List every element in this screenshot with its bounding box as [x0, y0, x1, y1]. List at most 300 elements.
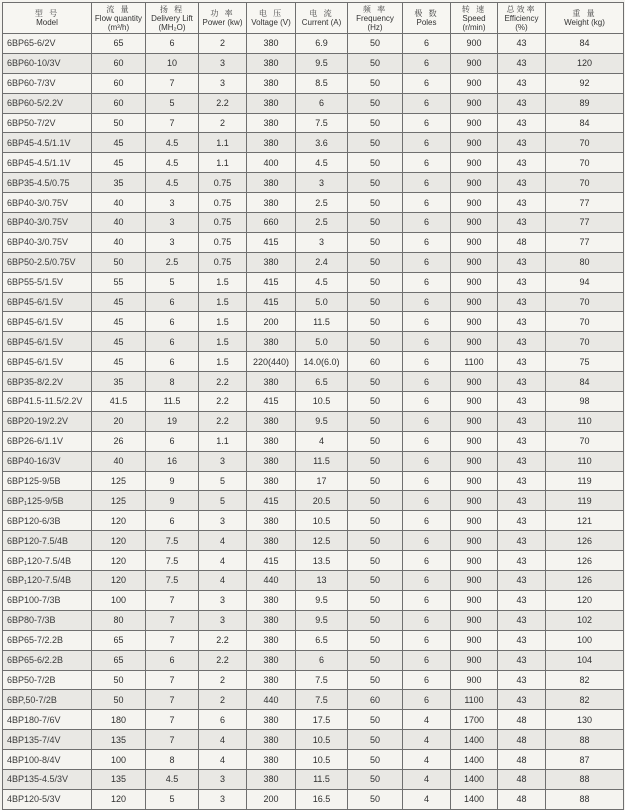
- cell-current: 10.5: [296, 730, 348, 750]
- cell-weight: 84: [546, 113, 624, 133]
- pump-spec-table: [2, 2, 624, 810]
- cell-frequency: 50: [348, 372, 403, 392]
- table-row: [3, 690, 624, 710]
- cell-current: 3.6: [296, 133, 348, 153]
- column-header-zh: 功 率: [210, 9, 235, 18]
- cell-current: 11.5: [296, 769, 348, 789]
- cell-frequency: 50: [348, 451, 403, 471]
- cell-weight: 130: [546, 710, 624, 730]
- cell-power: 3: [199, 451, 247, 471]
- cell-flow-quantity: 100: [92, 750, 146, 770]
- cell-speed: 900: [451, 312, 498, 332]
- cell-efficiency: 43: [498, 272, 546, 292]
- cell-weight: 84: [546, 34, 624, 54]
- cell-poles: 6: [403, 511, 451, 531]
- cell-efficiency: 43: [498, 551, 546, 571]
- cell-model: 6BP35-4.5/0.75: [3, 173, 92, 193]
- column-header-en: Flow quantity (m³/h): [94, 13, 143, 32]
- cell-speed: 900: [451, 392, 498, 412]
- cell-model: 6BP26-6/1.1V: [3, 431, 92, 451]
- cell-flow-quantity: 120: [92, 511, 146, 531]
- cell-speed: 900: [451, 53, 498, 73]
- cell-speed: 900: [451, 531, 498, 551]
- cell-current: 8.5: [296, 73, 348, 93]
- cell-flow-quantity: 45: [92, 153, 146, 173]
- column-header-voltage: [247, 3, 296, 34]
- cell-frequency: 50: [348, 630, 403, 650]
- cell-flow-quantity: 60: [92, 93, 146, 113]
- cell-delivery-lift: 3: [146, 213, 199, 233]
- column-header-current: [296, 3, 348, 34]
- cell-voltage: 380: [247, 34, 296, 54]
- cell-flow-quantity: 80: [92, 610, 146, 630]
- cell-efficiency: 43: [498, 411, 546, 431]
- cell-voltage: 380: [247, 511, 296, 531]
- cell-model: 6BP120-6/3B: [3, 511, 92, 531]
- cell-delivery-lift: 7.5: [146, 531, 199, 551]
- cell-power: 4: [199, 531, 247, 551]
- cell-voltage: 380: [247, 670, 296, 690]
- cell-model: 6BP45-6/1.5V: [3, 312, 92, 332]
- cell-model: 4BP135-7/4V: [3, 730, 92, 750]
- cell-power: 4: [199, 750, 247, 770]
- cell-current: 3: [296, 232, 348, 252]
- cell-flow-quantity: 35: [92, 173, 146, 193]
- cell-efficiency: 43: [498, 571, 546, 591]
- cell-efficiency: 43: [498, 113, 546, 133]
- cell-power: 0.75: [199, 173, 247, 193]
- cell-frequency: 50: [348, 93, 403, 113]
- table-row: [3, 670, 624, 690]
- column-header-en: Efficiency (%): [504, 13, 539, 32]
- cell-efficiency: 43: [498, 332, 546, 352]
- cell-delivery-lift: 7: [146, 113, 199, 133]
- cell-current: 13.5: [296, 551, 348, 571]
- cell-delivery-lift: 16: [146, 451, 199, 471]
- table-row: [3, 133, 624, 153]
- cell-delivery-lift: 6: [146, 431, 199, 451]
- cell-delivery-lift: 2.5: [146, 252, 199, 272]
- cell-power: 1.5: [199, 312, 247, 332]
- cell-efficiency: 43: [498, 93, 546, 113]
- cell-voltage: 380: [247, 431, 296, 451]
- cell-delivery-lift: 4.5: [146, 153, 199, 173]
- cell-power: 4: [199, 551, 247, 571]
- table-row: [3, 193, 624, 213]
- cell-current: 17: [296, 471, 348, 491]
- cell-efficiency: 48: [498, 789, 546, 809]
- cell-poles: 6: [403, 34, 451, 54]
- cell-flow-quantity: 60: [92, 73, 146, 93]
- cell-flow-quantity: 41.5: [92, 392, 146, 412]
- cell-model: 6BP₁120-7.5/4B: [3, 551, 92, 571]
- cell-speed: 900: [451, 590, 498, 610]
- cell-poles: 6: [403, 610, 451, 630]
- cell-power: 3: [199, 73, 247, 93]
- table-row: [3, 113, 624, 133]
- cell-delivery-lift: 9: [146, 471, 199, 491]
- cell-voltage: 380: [247, 730, 296, 750]
- cell-efficiency: 43: [498, 173, 546, 193]
- cell-model: 6BP120-7.5/4B: [3, 531, 92, 551]
- table-row: [3, 411, 624, 431]
- table-row: [3, 491, 624, 511]
- cell-current: 6.9: [296, 34, 348, 54]
- cell-model: 6BP60-7/3V: [3, 73, 92, 93]
- cell-current: 4.5: [296, 153, 348, 173]
- cell-speed: 900: [451, 551, 498, 571]
- cell-speed: 900: [451, 34, 498, 54]
- cell-speed: 1400: [451, 730, 498, 750]
- cell-poles: 6: [403, 113, 451, 133]
- cell-voltage: 200: [247, 312, 296, 332]
- cell-current: 6: [296, 93, 348, 113]
- cell-poles: 6: [403, 431, 451, 451]
- cell-frequency: 50: [348, 173, 403, 193]
- cell-frequency: 50: [348, 292, 403, 312]
- cell-weight: 110: [546, 411, 624, 431]
- column-header-en: Voltage (V): [251, 18, 291, 27]
- cell-model: 6BP45-4.5/1.1V: [3, 153, 92, 173]
- cell-voltage: 380: [247, 133, 296, 153]
- cell-weight: 100: [546, 630, 624, 650]
- cell-poles: 6: [403, 173, 451, 193]
- cell-flow-quantity: 120: [92, 531, 146, 551]
- cell-flow-quantity: 35: [92, 372, 146, 392]
- cell-weight: 70: [546, 292, 624, 312]
- cell-power: 2: [199, 670, 247, 690]
- table-row: [3, 332, 624, 352]
- cell-frequency: 50: [348, 710, 403, 730]
- cell-model: 4BP180-7/6V: [3, 710, 92, 730]
- cell-weight: 110: [546, 451, 624, 471]
- cell-power: 4: [199, 571, 247, 591]
- cell-weight: 92: [546, 73, 624, 93]
- cell-efficiency: 43: [498, 292, 546, 312]
- column-header-en: Frequency (Hz): [356, 13, 394, 32]
- cell-delivery-lift: 5: [146, 272, 199, 292]
- cell-poles: 6: [403, 551, 451, 571]
- cell-weight: 77: [546, 193, 624, 213]
- table-row: [3, 431, 624, 451]
- cell-current: 2.4: [296, 252, 348, 272]
- cell-delivery-lift: 7: [146, 73, 199, 93]
- cell-power: 1.5: [199, 272, 247, 292]
- column-header-zh: 转 速: [461, 4, 487, 14]
- cell-model: 6BP41.5-11.5/2.2V: [3, 392, 92, 412]
- cell-speed: 900: [451, 272, 498, 292]
- cell-frequency: 50: [348, 610, 403, 630]
- cell-power: 2.2: [199, 650, 247, 670]
- cell-poles: 6: [403, 590, 451, 610]
- cell-weight: 70: [546, 133, 624, 153]
- cell-current: 14.0(6.0): [296, 352, 348, 372]
- cell-frequency: 50: [348, 769, 403, 789]
- cell-weight: 82: [546, 670, 624, 690]
- cell-power: 3: [199, 511, 247, 531]
- cell-voltage: 415: [247, 292, 296, 312]
- table-row: [3, 471, 624, 491]
- table-row: [3, 213, 624, 233]
- cell-flow-quantity: 135: [92, 769, 146, 789]
- cell-power: 1.5: [199, 352, 247, 372]
- cell-frequency: 50: [348, 153, 403, 173]
- cell-weight: 89: [546, 93, 624, 113]
- column-header-efficiency: [498, 3, 546, 34]
- cell-current: 16.5: [296, 789, 348, 809]
- cell-poles: 6: [403, 352, 451, 372]
- cell-poles: 6: [403, 272, 451, 292]
- cell-flow-quantity: 40: [92, 193, 146, 213]
- cell-speed: 900: [451, 113, 498, 133]
- cell-power: 5: [199, 471, 247, 491]
- cell-poles: 6: [403, 332, 451, 352]
- cell-delivery-lift: 6: [146, 34, 199, 54]
- column-header-en: Poles: [416, 18, 437, 27]
- cell-efficiency: 43: [498, 73, 546, 93]
- table-row: [3, 352, 624, 372]
- cell-model: 6BP45-4.5/1.1V: [3, 133, 92, 153]
- cell-flow-quantity: 120: [92, 551, 146, 571]
- cell-speed: 900: [451, 292, 498, 312]
- cell-weight: 94: [546, 272, 624, 292]
- cell-delivery-lift: 5: [146, 93, 199, 113]
- cell-poles: 6: [403, 133, 451, 153]
- cell-frequency: 50: [348, 471, 403, 491]
- cell-efficiency: 43: [498, 53, 546, 73]
- cell-frequency: 50: [348, 392, 403, 412]
- cell-speed: 900: [451, 511, 498, 531]
- table-row: [3, 292, 624, 312]
- cell-delivery-lift: 4.5: [146, 173, 199, 193]
- cell-delivery-lift: 4.5: [146, 133, 199, 153]
- spec-sheet: [2, 2, 623, 805]
- cell-flow-quantity: 65: [92, 630, 146, 650]
- cell-model: 6BP125-9/5B: [3, 471, 92, 491]
- table-row: [3, 590, 624, 610]
- cell-frequency: 50: [348, 431, 403, 451]
- cell-flow-quantity: 45: [92, 292, 146, 312]
- cell-frequency: 50: [348, 133, 403, 153]
- cell-efficiency: 43: [498, 213, 546, 233]
- cell-delivery-lift: 9: [146, 491, 199, 511]
- cell-frequency: 50: [348, 232, 403, 252]
- cell-delivery-lift: 5: [146, 789, 199, 809]
- cell-poles: 6: [403, 312, 451, 332]
- column-header-zh: 电 压: [258, 9, 284, 18]
- column-header-frequency: [348, 3, 403, 34]
- cell-poles: 6: [403, 93, 451, 113]
- cell-efficiency: 43: [498, 34, 546, 54]
- cell-current: 9.5: [296, 610, 348, 630]
- cell-voltage: 380: [247, 372, 296, 392]
- cell-efficiency: 43: [498, 590, 546, 610]
- cell-weight: 84: [546, 372, 624, 392]
- cell-weight: 88: [546, 730, 624, 750]
- column-header-weight: [546, 3, 624, 34]
- cell-model: 6BP40-3/0.75V: [3, 232, 92, 252]
- cell-current: 7.5: [296, 113, 348, 133]
- table-row: [3, 34, 624, 54]
- cell-voltage: 660: [247, 213, 296, 233]
- cell-model: 6BP45-6/1.5V: [3, 292, 92, 312]
- cell-current: 7.5: [296, 690, 348, 710]
- cell-delivery-lift: 6: [146, 312, 199, 332]
- cell-frequency: 50: [348, 272, 403, 292]
- cell-delivery-lift: 8: [146, 372, 199, 392]
- cell-model: 6BP60-5/2.2V: [3, 93, 92, 113]
- cell-speed: 900: [451, 491, 498, 511]
- cell-poles: 6: [403, 232, 451, 252]
- cell-voltage: 415: [247, 232, 296, 252]
- cell-poles: 6: [403, 153, 451, 173]
- cell-voltage: 380: [247, 411, 296, 431]
- cell-speed: 900: [451, 670, 498, 690]
- cell-weight: 77: [546, 232, 624, 252]
- cell-frequency: 50: [348, 789, 403, 809]
- cell-current: 9.5: [296, 411, 348, 431]
- cell-current: 2.5: [296, 213, 348, 233]
- table-row: [3, 750, 624, 770]
- table-row: [3, 93, 624, 113]
- cell-poles: 6: [403, 252, 451, 272]
- cell-speed: 1400: [451, 769, 498, 789]
- column-header-zh: 扬 程: [159, 4, 185, 14]
- cell-poles: 4: [403, 750, 451, 770]
- cell-delivery-lift: 4.5: [146, 769, 199, 789]
- cell-weight: 120: [546, 53, 624, 73]
- cell-poles: 6: [403, 491, 451, 511]
- cell-poles: 6: [403, 451, 451, 471]
- cell-flow-quantity: 100: [92, 590, 146, 610]
- cell-delivery-lift: 6: [146, 292, 199, 312]
- cell-frequency: 50: [348, 670, 403, 690]
- cell-weight: 102: [546, 610, 624, 630]
- cell-speed: 900: [451, 372, 498, 392]
- cell-voltage: 380: [247, 710, 296, 730]
- table-row: [3, 571, 624, 591]
- cell-flow-quantity: 45: [92, 133, 146, 153]
- cell-voltage: 380: [247, 93, 296, 113]
- cell-delivery-lift: 7: [146, 690, 199, 710]
- cell-speed: 900: [451, 133, 498, 153]
- cell-efficiency: 43: [498, 153, 546, 173]
- cell-speed: 900: [451, 630, 498, 650]
- cell-weight: 80: [546, 252, 624, 272]
- cell-power: 0.75: [199, 193, 247, 213]
- cell-efficiency: 43: [498, 252, 546, 272]
- cell-voltage: 220(440): [247, 352, 296, 372]
- cell-voltage: 415: [247, 272, 296, 292]
- cell-flow-quantity: 65: [92, 650, 146, 670]
- cell-weight: 126: [546, 571, 624, 591]
- cell-flow-quantity: 45: [92, 352, 146, 372]
- cell-speed: 900: [451, 571, 498, 591]
- cell-flow-quantity: 50: [92, 690, 146, 710]
- cell-current: 2.5: [296, 193, 348, 213]
- cell-delivery-lift: 6: [146, 352, 199, 372]
- cell-model: 6BP65-6/2V: [3, 34, 92, 54]
- cell-current: 4.5: [296, 272, 348, 292]
- cell-weight: 121: [546, 511, 624, 531]
- cell-model: 6BP35-8/2.2V: [3, 372, 92, 392]
- cell-power: 2.2: [199, 630, 247, 650]
- cell-weight: 82: [546, 690, 624, 710]
- cell-weight: 75: [546, 352, 624, 372]
- cell-frequency: 50: [348, 53, 403, 73]
- cell-efficiency: 43: [498, 511, 546, 531]
- table-row: [3, 769, 624, 789]
- cell-weight: 98: [546, 392, 624, 412]
- cell-speed: 1100: [451, 352, 498, 372]
- cell-flow-quantity: 40: [92, 451, 146, 471]
- cell-power: 2.2: [199, 392, 247, 412]
- cell-voltage: 380: [247, 630, 296, 650]
- cell-voltage: 440: [247, 690, 296, 710]
- table-row: [3, 372, 624, 392]
- cell-weight: 87: [546, 750, 624, 770]
- cell-flow-quantity: 125: [92, 491, 146, 511]
- cell-current: 10.5: [296, 511, 348, 531]
- cell-delivery-lift: 7.5: [146, 571, 199, 591]
- cell-voltage: 380: [247, 73, 296, 93]
- cell-power: 2: [199, 113, 247, 133]
- column-header-zh: 重 量: [572, 9, 597, 18]
- cell-flow-quantity: 50: [92, 252, 146, 272]
- cell-frequency: 50: [348, 590, 403, 610]
- column-header-en: Delivery Lift (MH₂O): [151, 13, 193, 32]
- cell-delivery-lift: 7.5: [146, 551, 199, 571]
- cell-flow-quantity: 26: [92, 431, 146, 451]
- cell-frequency: 50: [348, 750, 403, 770]
- cell-poles: 6: [403, 630, 451, 650]
- table-row: [3, 392, 624, 412]
- table-row: [3, 451, 624, 471]
- cell-poles: 6: [403, 193, 451, 213]
- table-row: [3, 710, 624, 730]
- cell-speed: 900: [451, 451, 498, 471]
- cell-voltage: 380: [247, 531, 296, 551]
- column-header-zh: 总效率: [506, 4, 537, 14]
- cell-delivery-lift: 11.5: [146, 392, 199, 412]
- cell-flow-quantity: 120: [92, 789, 146, 809]
- cell-current: 10.5: [296, 392, 348, 412]
- cell-model: 6BP65-7/2.2B: [3, 630, 92, 650]
- cell-poles: 4: [403, 710, 451, 730]
- cell-efficiency: 43: [498, 670, 546, 690]
- cell-power: 4: [199, 730, 247, 750]
- cell-weight: 70: [546, 431, 624, 451]
- cell-voltage: 380: [247, 193, 296, 213]
- cell-speed: 900: [451, 213, 498, 233]
- cell-speed: 1400: [451, 789, 498, 809]
- cell-delivery-lift: 7: [146, 610, 199, 630]
- cell-poles: 6: [403, 213, 451, 233]
- cell-voltage: 380: [247, 113, 296, 133]
- column-header-power: [199, 3, 247, 34]
- cell-poles: 6: [403, 372, 451, 392]
- cell-current: 5.0: [296, 292, 348, 312]
- cell-weight: 70: [546, 173, 624, 193]
- cell-voltage: 415: [247, 491, 296, 511]
- cell-current: 12.5: [296, 531, 348, 551]
- cell-efficiency: 43: [498, 491, 546, 511]
- cell-model: 6BP50-7/2B: [3, 670, 92, 690]
- cell-poles: 6: [403, 531, 451, 551]
- cell-model: 6BP20-19/2.2V: [3, 411, 92, 431]
- cell-speed: 1100: [451, 690, 498, 710]
- cell-flow-quantity: 20: [92, 411, 146, 431]
